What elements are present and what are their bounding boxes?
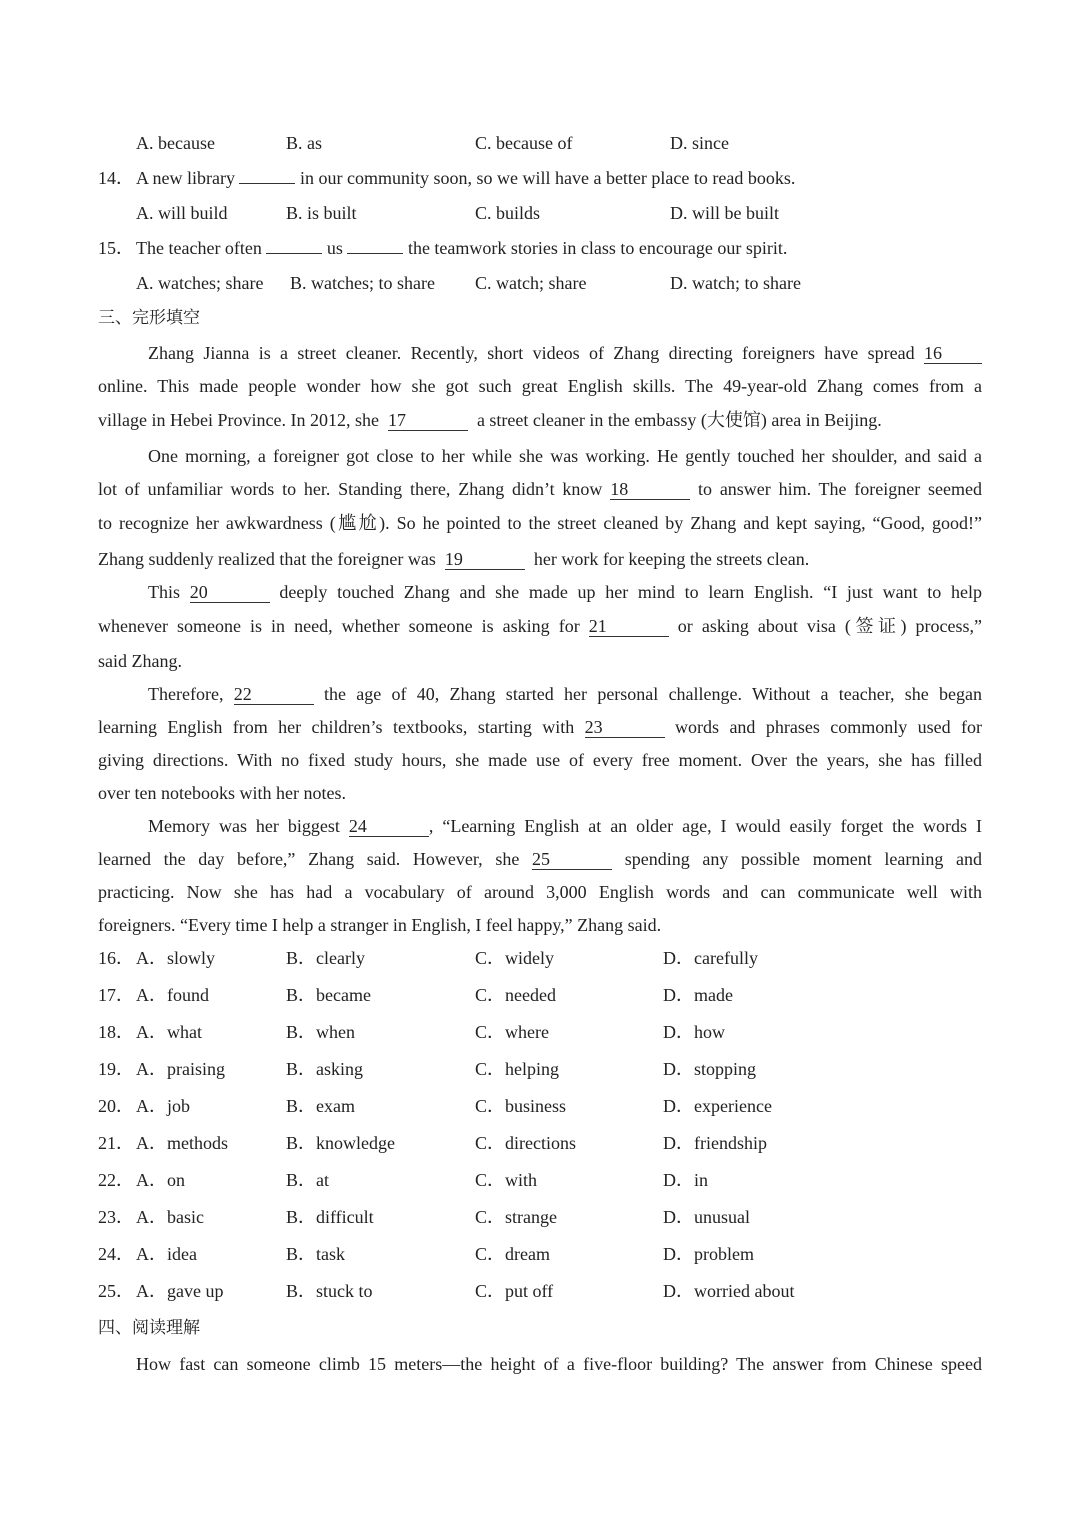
choice-b: B．difficult (286, 1207, 374, 1227)
choice-d: D．stopping (663, 1059, 757, 1079)
blank-16: 16 (924, 343, 982, 364)
question-number: 22． (98, 1170, 134, 1190)
q14-stem (0, 165, 1080, 191)
passage-line: foreigners. “Every time I help a stranger in English, I feel happy,” Zhang said. (98, 915, 662, 935)
question-number: 21． (98, 1133, 134, 1153)
choice-b: B．became (286, 985, 371, 1005)
choice-c: C．put off (475, 1281, 554, 1301)
passage-text: Zhang Jianna is a street cleaner. Recently, short videos of Zhang directing foreigners have spread (148, 343, 915, 363)
answer-blank (266, 235, 322, 254)
choice-d: D．experience (663, 1096, 772, 1116)
question-number: 24． (98, 1244, 134, 1264)
blank-18: 18 (610, 479, 690, 500)
q14-option-a: A. will build (136, 203, 228, 223)
section-heading-cloze: 三、完形填空 (98, 308, 200, 328)
q15-mid: us (326, 238, 343, 258)
choice-b: B．at (286, 1170, 329, 1190)
question-number: 16． (98, 948, 134, 968)
choice-d: D．problem (663, 1244, 754, 1264)
choice-c: C．needed (475, 985, 556, 1005)
passage-line (98, 613, 982, 639)
passage-text: lot of unfamiliar words to her. Standing there, Zhang didn’t know (98, 479, 603, 499)
choice-c: C．strange (475, 1207, 557, 1227)
blank-20: 20 (190, 582, 270, 603)
question-number: 15． (98, 238, 134, 258)
blank-23: 23 (585, 717, 665, 738)
q15-after: the teamwork stories in class to encourage our spirit. (407, 238, 788, 258)
passage-line (98, 476, 982, 502)
question-number: 25． (98, 1281, 134, 1301)
choice-a: A．on (136, 1170, 185, 1190)
choice-row (0, 945, 1080, 971)
choice-c: C．widely (475, 948, 554, 968)
choice-d: D．friendship (663, 1133, 767, 1153)
passage-text: words and phrases commonly used for (675, 717, 983, 737)
passage-line (148, 340, 982, 366)
passage-line: over ten notebooks with her notes. (98, 783, 346, 803)
passage-line: giving directions. With no fixed study hours, she made use of every free moment. Over the years, she has filled (98, 750, 982, 770)
passage-text: village in Hebei Province. In 2012, she (98, 410, 379, 430)
passage-line: One morning, a foreigner got close to her while she was working. He gently touched her shoulder, and said a (148, 446, 982, 466)
choice-b: B．asking (286, 1059, 364, 1079)
choice-d: D．how (663, 1022, 725, 1042)
q15-text (136, 235, 787, 261)
passage-text: Therefore, (148, 684, 224, 704)
passage-text: the age of 40, Zhang started her personal challenge. Without a teacher, she began (324, 684, 983, 704)
choice-row (0, 1056, 1080, 1082)
choice-row (0, 1130, 1080, 1156)
answer-blank (347, 235, 403, 254)
q14-before: A new library (136, 168, 235, 188)
q15-option-a: A. watches; share (136, 273, 264, 293)
passage-line (98, 846, 982, 872)
passage-line: said Zhang. (98, 651, 182, 671)
blank-24: 24 (349, 816, 429, 837)
blank-17: 17 (388, 410, 468, 431)
choice-row (0, 1278, 1080, 1304)
q14-option-b: B. is built (286, 203, 357, 223)
q15-option-b: B. watches; to share (290, 273, 435, 293)
q15-before: The teacher often (136, 238, 262, 258)
q15-options (0, 270, 1080, 296)
q13-option-d: D. since (670, 133, 729, 153)
passage-text: her work for keeping the streets clean. (533, 549, 810, 569)
choice-c: C．with (475, 1170, 538, 1190)
blank-25: 25 (532, 849, 612, 870)
passage-text: a street cleaner in the embassy (大使馆) area in Beijing. (476, 410, 882, 430)
passage-text: whenever someone is in need, whether someone is asking for (98, 616, 580, 636)
passage-text: or asking about visa (签证) process,” (677, 616, 983, 636)
choice-a: A．gave up (136, 1281, 224, 1301)
choice-d: D．in (663, 1170, 708, 1190)
q15-option-c: C. watch; share (475, 273, 587, 293)
choice-a: A．praising (136, 1059, 225, 1079)
passage-text: This (148, 582, 181, 602)
q13-option-a: A. because (136, 133, 215, 153)
passage-line (98, 714, 982, 740)
choice-d: D．carefully (663, 948, 758, 968)
q14-option-c: C. builds (475, 203, 541, 223)
section-heading-reading: 四、阅读理解 (98, 1318, 200, 1338)
question-number: 17． (98, 985, 134, 1005)
passage-line (148, 681, 982, 707)
choice-c: C．helping (475, 1059, 559, 1079)
choice-a: A．basic (136, 1207, 204, 1227)
choice-row (0, 982, 1080, 1008)
choice-row (0, 1019, 1080, 1045)
passage-text: to answer him. The foreigner seemed (698, 479, 983, 499)
choice-a: A．methods (136, 1133, 228, 1153)
choice-a: A．slowly (136, 948, 216, 968)
choice-d: D．worried about (663, 1281, 795, 1301)
q14-option-d: D. will be built (670, 203, 779, 223)
choice-b: B．task (286, 1244, 346, 1264)
question-number: 18． (98, 1022, 134, 1042)
choice-b: B．when (286, 1022, 355, 1042)
choice-row (0, 1093, 1080, 1119)
passage-text: spending any possible moment learning and (624, 849, 983, 869)
passage-text: Memory was her biggest (148, 816, 340, 836)
answer-blank (239, 165, 295, 184)
q15-option-d: D. watch; to share (670, 273, 801, 293)
passage-text: learned the day before,” Zhang said. However, she (98, 849, 520, 869)
q13-option-c: C. because of (475, 133, 573, 153)
blank-22: 22 (234, 684, 314, 705)
passage-text: deeply touched Zhang and she made up her mind to learn English. “I just want to help (279, 582, 982, 602)
choice-c: C．directions (475, 1133, 576, 1153)
choice-c: C．business (475, 1096, 567, 1116)
passage-line (148, 813, 982, 839)
choice-d: D．unusual (663, 1207, 750, 1227)
passage-line: to recognize her awkwardness (尴尬). So he pointed to the street cleaned by Zhang and kept saying, “Good, good!” (98, 513, 982, 533)
q14-options (0, 200, 1080, 226)
passage-text: , “Learning English at an older age, I would easily forget the words I (428, 816, 982, 836)
passage-line (148, 579, 982, 605)
choice-row (0, 1167, 1080, 1193)
passage-text: learning English from her children’s textbooks, starting with (98, 717, 575, 737)
choice-a: A．idea (136, 1244, 197, 1264)
passage-line (98, 407, 982, 433)
question-number: 23． (98, 1207, 134, 1227)
passage-text: Zhang suddenly realized that the foreigner was (98, 549, 436, 569)
reading-line: How fast can someone climb 15 meters—the height of a five-floor building? The answer from Chinese speed (136, 1354, 982, 1374)
blank-21: 21 (589, 616, 669, 637)
passage-line (98, 546, 982, 572)
choice-row (0, 1204, 1080, 1230)
passage-line: online. This made people wonder how she got such great English skills. The 49-year-old Zhang comes from a (98, 376, 982, 396)
q13-options (0, 130, 1080, 156)
q13-option-b: B. as (286, 133, 322, 153)
choice-row (0, 1241, 1080, 1267)
q14-after: in our community soon, so we will have a better place to read books. (299, 168, 796, 188)
choice-b: B．knowledge (286, 1133, 395, 1153)
choice-d: D．made (663, 985, 733, 1005)
passage-line: practicing. Now she has had a vocabulary of around 3,000 English words and can communicate well with (98, 882, 982, 902)
q15-stem (0, 235, 1080, 261)
question-number: 14． (98, 168, 134, 188)
question-number: 20． (98, 1096, 134, 1116)
choice-b: B．clearly (286, 948, 365, 968)
q14-text (136, 165, 795, 191)
choice-c: C．dream (475, 1244, 550, 1264)
choice-a: A．job (136, 1096, 190, 1116)
question-number: 19． (98, 1059, 134, 1079)
choice-c: C．where (475, 1022, 549, 1042)
choice-a: A．what (136, 1022, 202, 1042)
choice-b: B．exam (286, 1096, 355, 1116)
choice-b: B．stuck to (286, 1281, 373, 1301)
blank-19: 19 (445, 549, 525, 570)
choice-a: A．found (136, 985, 209, 1005)
